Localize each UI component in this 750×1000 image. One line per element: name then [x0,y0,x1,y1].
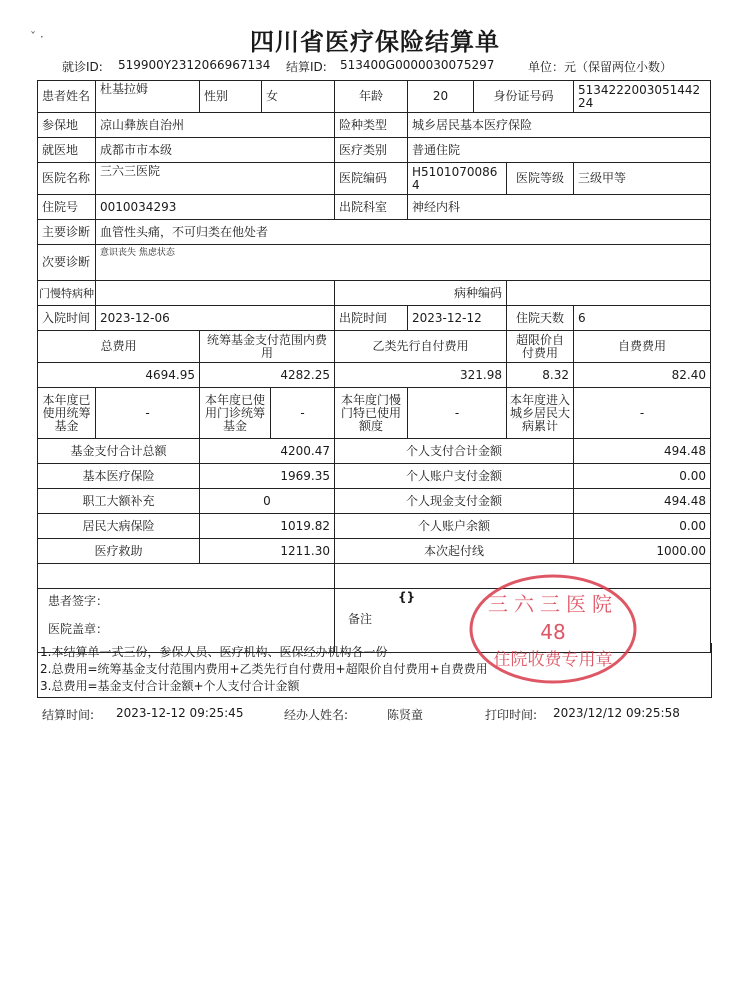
days-label: 住院天数 [507,306,574,331]
selfpay-cost: 82.40 [574,363,711,388]
critical-label: 本年度进入城乡居民大病累计 [507,388,574,439]
inpatient-no-label: 住院号 [38,195,96,220]
insured-place-label: 参保地 [38,113,96,138]
pay-left-label-0: 基金支付合计总额 [38,439,200,464]
total-cost-label: 总费用 [38,331,200,363]
insurance-type-label: 险种类型 [335,113,408,138]
settle-time: 2023-12-12 09:25:45 [116,706,244,720]
critical: - [574,388,711,439]
disease-code-label: 病种编码 [335,281,507,306]
treat-place: 成都市市本级 [96,138,335,163]
blank-left [38,564,335,589]
pay-left-label-3: 居民大病保险 [38,514,200,539]
used-outpatient-label: 本年度已使用门诊统筹基金 [200,388,271,438]
chronic [96,281,335,306]
pay-right-value-2: 494.48 [574,489,711,514]
hospital-code-label: 医院编码 [335,163,408,195]
visit-id: 519900Y2312066967134 [118,58,271,72]
patient-name: 杜基拉姆 [96,81,200,113]
visit-id-label: 就诊ID: [62,60,103,74]
med-category-label: 医疗类别 [335,138,408,163]
pay-right-label-1: 个人账户支付金额 [335,464,574,489]
name-label: 患者姓名 [38,81,96,113]
print-time-label: 打印时间: [485,708,538,722]
admit-label: 入院时间 [38,306,96,331]
discharge-date: 2023-12-12 [408,306,507,331]
stamp-bottom-text: 住院收费专用章 [493,650,613,670]
gender-label: 性别 [200,81,262,113]
pay-left-value-4: 1211.30 [200,539,335,564]
stamp-number: 48 [540,620,566,644]
pay-right-value-1: 0.00 [574,464,711,489]
hospital-level: 三级甲等 [574,163,711,195]
used-outpatient-cell [200,388,335,439]
pay-left-label-2: 职工大额补充 [38,489,200,514]
pay-left-value-1: 1969.35 [200,464,335,489]
dept-label: 出院科室 [335,195,408,220]
pooled-cost-label: 统筹基金支付范围内费用 [200,331,335,363]
used-chronic: - [408,388,507,439]
hospital-name: 三六三医院 [96,163,335,195]
used-chronic-label: 本年度门慢门特已使用额度 [335,388,408,439]
patient-sign-label: 患者签字： [48,594,109,608]
operator: 陈贤童 [387,708,424,722]
insured-place: 凉山彝族自治州 [96,113,335,138]
inpatient-no: 0010034293 [96,195,335,220]
remarks-label: 备注 [348,612,373,626]
pay-left-value-0: 4200.47 [200,439,335,464]
hospital-code: H51010700864 [408,163,507,195]
overlimit-cost: 8.32 [507,363,574,388]
classb-cost-label: 乙类先行自付费用 [335,331,507,363]
pay-left-label-1: 基本医疗保险 [38,464,200,489]
classb-cost: 321.98 [335,363,507,388]
age: 20 [408,81,474,113]
admit-date: 2023-12-06 [96,306,335,331]
settle-id-label: 结算ID: [286,60,327,74]
pay-right-value-3: 0.00 [574,514,711,539]
pay-right-label-0: 个人支付合计金额 [335,439,574,464]
hospital-level-label: 医院等级 [507,163,574,195]
used-pooled: - [96,388,200,439]
corner-mark: ˇ · [30,30,44,44]
unit-note: 单位：元（保留两位小数） [528,60,673,74]
insurance-type: 城乡居民基本医疗保险 [408,113,711,138]
settle-time-label: 结算时间: [42,708,95,722]
med-category: 普通住院 [408,138,711,163]
gender: 女 [262,81,335,113]
sec-diag: 意识丧失 焦虑状态 [96,245,711,281]
page-title: 四川省医疗保险结算单 [250,28,500,56]
id-label: 身份证号码 [474,81,574,113]
note-1: 1.本结算单一式三份，参保人员、医疗机构、医保经办机构各一份 [40,645,388,659]
id-number: 513422200305144224 [574,81,711,113]
pay-right-label-2: 个人现金支付金额 [335,489,574,514]
age-label: 年龄 [335,81,408,113]
pay-right-label-4: 本次起付线 [335,539,574,564]
treat-place-label: 就医地 [38,138,96,163]
selfpay-cost-label: 自费费用 [574,331,711,363]
sec-diag-label: 次要诊断 [38,245,96,281]
pay-right-value-0: 494.48 [574,439,711,464]
chronic-label: 门慢特病种 [38,281,96,306]
days: 6 [574,306,711,331]
meta-row [0,58,750,74]
settle-id: 513400G0000030075297 [340,58,495,72]
discharge-label: 出院时间 [335,306,408,331]
main-diag-label: 主要诊断 [38,220,96,245]
print-time: 2023/12/12 09:25:58 [553,706,680,720]
pay-right-label-3: 个人账户余额 [335,514,574,539]
main-diag: 血管性头痛，不可归类在他处者 [96,220,711,245]
hospital-stamp [468,573,638,685]
remarks-mark: {} [398,590,416,604]
note-2: 2.总费用=统筹基金支付范围内费用+乙类先行自付费用+超限价自付费用+自费费用 [40,662,488,676]
operator-label: 经办人姓名: [284,708,349,722]
pay-right-value-4: 1000.00 [574,539,711,564]
note-3: 3.总费用=基金支付合计金额+个人支付合计金额 [40,679,300,693]
dept: 神经内科 [408,195,711,220]
pay-left-value-3: 1019.82 [200,514,335,539]
disease-code [507,281,711,306]
pooled-cost: 4282.25 [200,363,335,388]
settlement-table [37,80,711,653]
hospital-seal-label: 医院盖章： [48,622,109,636]
hospital-label: 医院名称 [38,163,96,195]
used-pooled-label: 本年度已使用统筹基金 [38,388,96,439]
pay-left-value-2: 0 [200,489,335,514]
used-outpatient: - [300,405,305,420]
stamp-top-text: 三六三医院 [488,592,618,616]
total-cost: 4694.95 [38,363,200,388]
pay-left-label-4: 医疗救助 [38,539,200,564]
overlimit-cost-label: 超限价自付费用 [507,331,574,363]
